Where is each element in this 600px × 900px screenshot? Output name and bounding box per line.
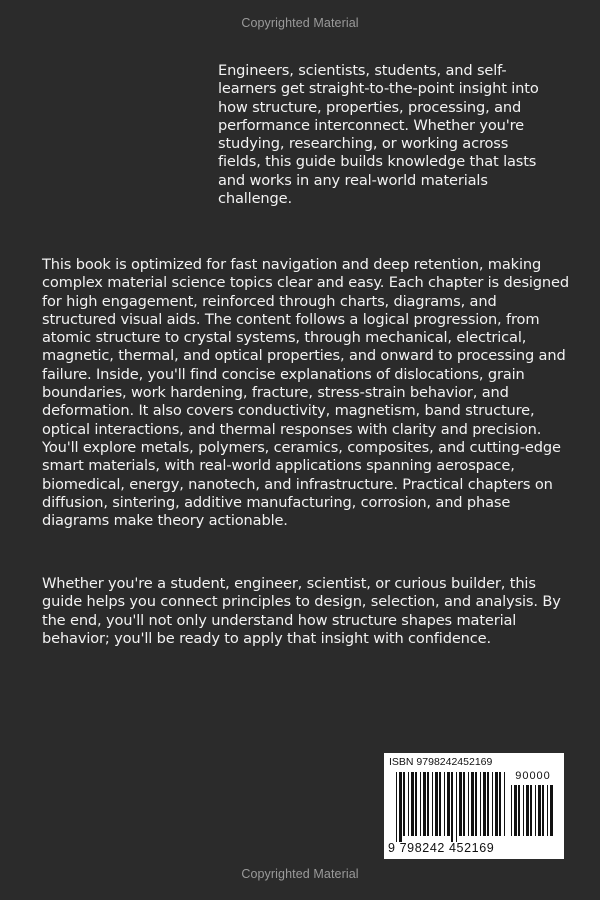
barcode-bar — [530, 785, 532, 836]
barcode-bar — [439, 772, 441, 836]
ean-digits: 9 798242 452169 — [388, 841, 495, 855]
barcode-bar — [468, 772, 469, 836]
barcode-bar — [459, 772, 462, 836]
barcode-bar — [432, 772, 433, 836]
isbn-label: ISBN 9798242452169 — [389, 756, 493, 768]
intro-blurb: Engineers, scientists, students, and self-learners get straight-to-the-point insight into how structure, properties, processing, and performance interconnect. Whether you're studying, researching, or working across fields, this guide builds knowledge that lasts and works in any real-world materials challenge. — [218, 62, 539, 208]
barcode-bar — [499, 772, 501, 836]
barcode-bar — [526, 785, 529, 836]
barcode-bar — [550, 785, 553, 836]
barcode-bar — [423, 772, 426, 836]
barcode-bar — [542, 785, 544, 836]
barcode-bar — [475, 772, 477, 836]
barcode-bar — [492, 772, 493, 836]
description-paragraph-2: Whether you're a student, engineer, scientist, or curious builder, this guide helps you connect principles to design, selection, and analysis. By the end, you'll not only understand how structure shapes material behavior; you'll be ready to apply that insight with confidence. — [42, 575, 561, 647]
isbn-barcode — [384, 753, 564, 859]
copyright-watermark-top: Copyrighted Material — [241, 16, 359, 30]
barcode-bar — [504, 772, 505, 836]
barcode-bar — [538, 785, 541, 836]
description-paragraph-1: This book is optimized for fast navigation and deep retention, making complex material science topics clear and easy. Each chapter is designed for high engagement, reinforced through charts, diagrams, and structured visual aids. The content follows a logical progression, from atomic structure to crystal systems, through mechanical, electrical, magnetic, thermal, and optical properties, and onward to processing and failure. Inside, you'll find concise explanations of dislocations, grain boundaries, work hardening, fracture, stress-strain behavior, and deformation. It also covers conductivity, magnetism, band structure, optical interactions, and thermal responses with clarity and precision. You'll explore metals, polymers, ceramics, composites, and cutting-edge smart materials, with real-world applications spanning aerospace, biomedical, energy, nanotech, and infrastructure. Practical chapters on diffusion, sintering, additive manufacturing, corrosion, and phase diagrams make theory actionable. — [42, 256, 569, 530]
barcode-bar — [444, 772, 445, 836]
price-addon-number: 90000 — [515, 770, 551, 782]
barcode-bar — [456, 772, 457, 842]
barcode-bar — [523, 785, 524, 836]
barcode-bar — [411, 772, 414, 836]
barcode-bar — [403, 772, 405, 836]
barcode-bar — [471, 772, 474, 836]
barcode-bar — [514, 785, 517, 836]
barcode-bar — [447, 772, 450, 836]
barcode-bar — [463, 772, 465, 836]
barcode-bar — [396, 772, 397, 842]
barcode-bar — [408, 772, 409, 836]
barcode-bar — [420, 772, 421, 836]
addon-barcode-bars — [511, 785, 555, 842]
barcode-bar — [483, 772, 486, 836]
barcode-bar — [518, 785, 520, 836]
barcode-bar — [399, 772, 402, 842]
ean-barcode-bars — [396, 772, 506, 842]
barcode-bar — [547, 785, 548, 836]
barcode-bar — [487, 772, 489, 836]
barcode-bar — [511, 785, 512, 836]
barcode-bar — [427, 772, 429, 836]
barcode-bar — [451, 772, 453, 842]
barcode-bar — [435, 772, 438, 836]
copyright-watermark-bottom: Copyrighted Material — [241, 867, 359, 881]
barcode-bar — [495, 772, 498, 836]
barcode-bar — [415, 772, 417, 836]
barcode-bar — [535, 785, 536, 836]
barcode-bar — [480, 772, 481, 836]
